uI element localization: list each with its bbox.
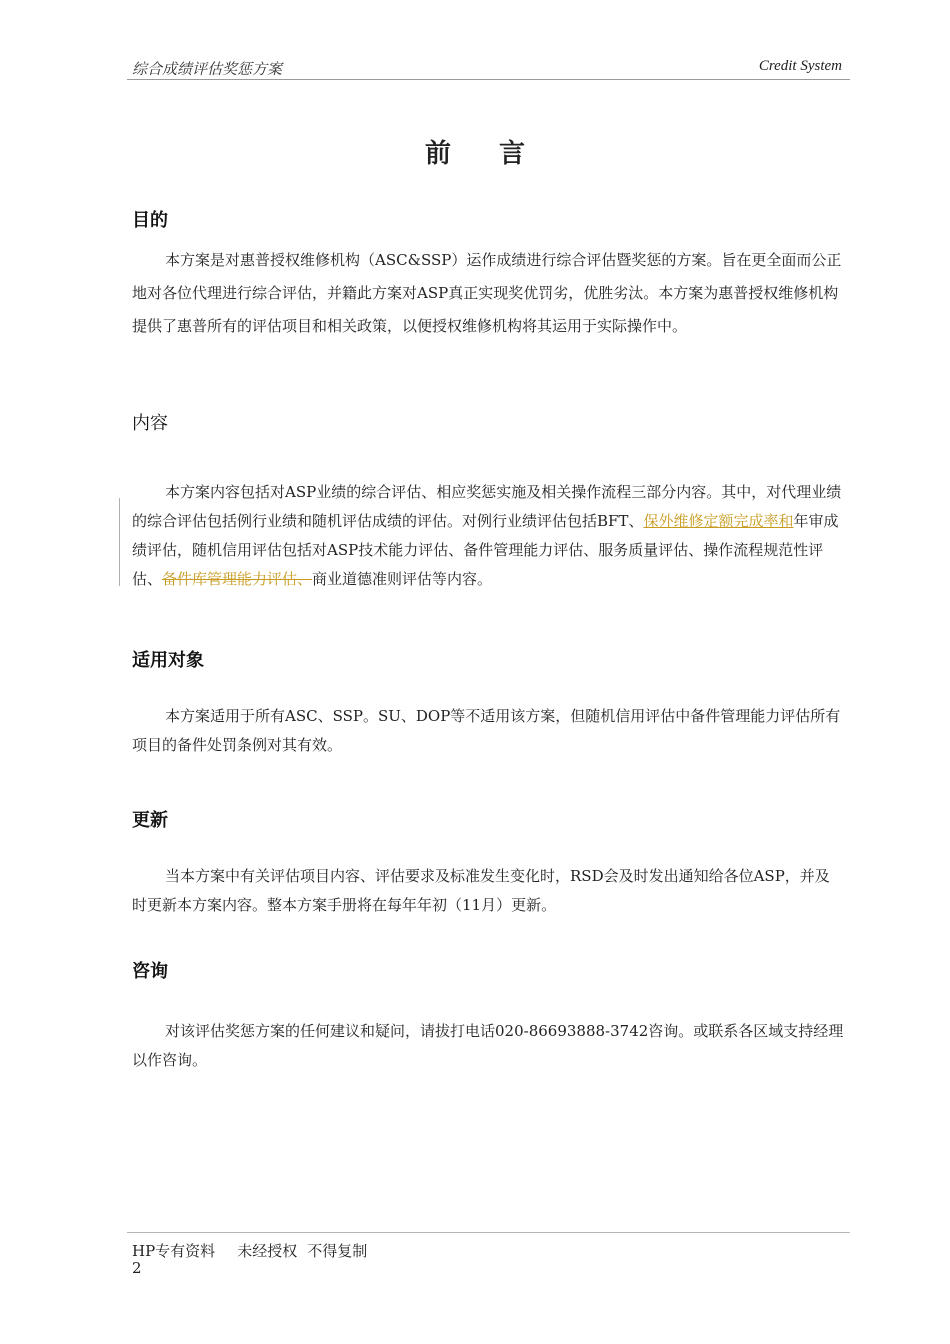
- content-text-after: 商业道德准则评估等内容。: [312, 570, 493, 588]
- deleted-revision-text: 备件库管理能力评估、: [162, 570, 313, 588]
- footer-company: HP专有资料: [132, 1242, 216, 1260]
- revision-change-bar: [119, 498, 120, 586]
- footer-notice-nocopy: 不得复制: [307, 1242, 368, 1260]
- header-system-name: Credit System: [758, 58, 842, 74]
- page-header: [127, 56, 850, 80]
- content-text-middle: 年审成绩评估，随机信用评估包括对ASP技术能力评估、备件管理能力评估、服务质量评估、操作流程规范性评估、: [132, 512, 839, 588]
- heading-consult: 咨询: [132, 961, 168, 982]
- paragraph-update: 当本方案中有关评估项目内容、评估要求及标准发生变化时，RSD会及时发出通知给各位ASP，并及时更新本方案内容。整本方案手册将在每年年初（11月）更新。: [132, 867, 830, 914]
- heading-content: 内容: [132, 413, 168, 434]
- header-document-title: 综合成绩评估奖惩方案: [132, 60, 283, 78]
- heading-update: 更新: [132, 810, 168, 831]
- paragraph-scope: 本方案适用于所有ASC、SSP。SU、DOP等不适用该方案，但随机信用评估中备件管理能力评估所有项目的备件处罚条例对其有效。: [132, 707, 841, 754]
- footer-confidential-notice: [132, 1240, 389, 1261]
- paragraph-purpose: 本方案是对惠普授权维修机构（ASC&SSP）运作成绩进行综合评估暨奖惩的方案。旨在更全面而公正地对各位代理进行综合评估，并籍此方案对ASP真正实现奖优罚劣，优胜劣汰。本方案为惠普授权维修机构提供了惠普所有的评估项目和相关政策，以便授权维修机构将其运用于实际操作中。: [132, 251, 842, 335]
- footer-notice-unauthorized: 未经授权: [237, 1242, 298, 1260]
- heading-scope: 适用对象: [132, 650, 204, 671]
- content-text-before: 本方案内容包括对ASP业绩的综合评估、相应奖惩实施及相关操作流程三部分内容。其中，对代理业绩的综合评估包括例行业绩和随机评估成绩的评估。对例行业绩评估包括BFT、: [132, 483, 842, 530]
- page-footer: [127, 1232, 850, 1277]
- inserted-revision-text: 保外维修定额完成率和: [643, 512, 794, 530]
- paragraph-consult: 对该评估奖惩方案的任何建议和疑问，请拔打电话020-86693888-3742咨询。或联系各区域支持经理以作咨询。: [132, 1022, 844, 1069]
- paragraph-content: [132, 478, 844, 594]
- page-number: 2: [132, 1259, 142, 1277]
- heading-purpose: 目的: [132, 210, 168, 231]
- page-title: 前言: [424, 139, 573, 169]
